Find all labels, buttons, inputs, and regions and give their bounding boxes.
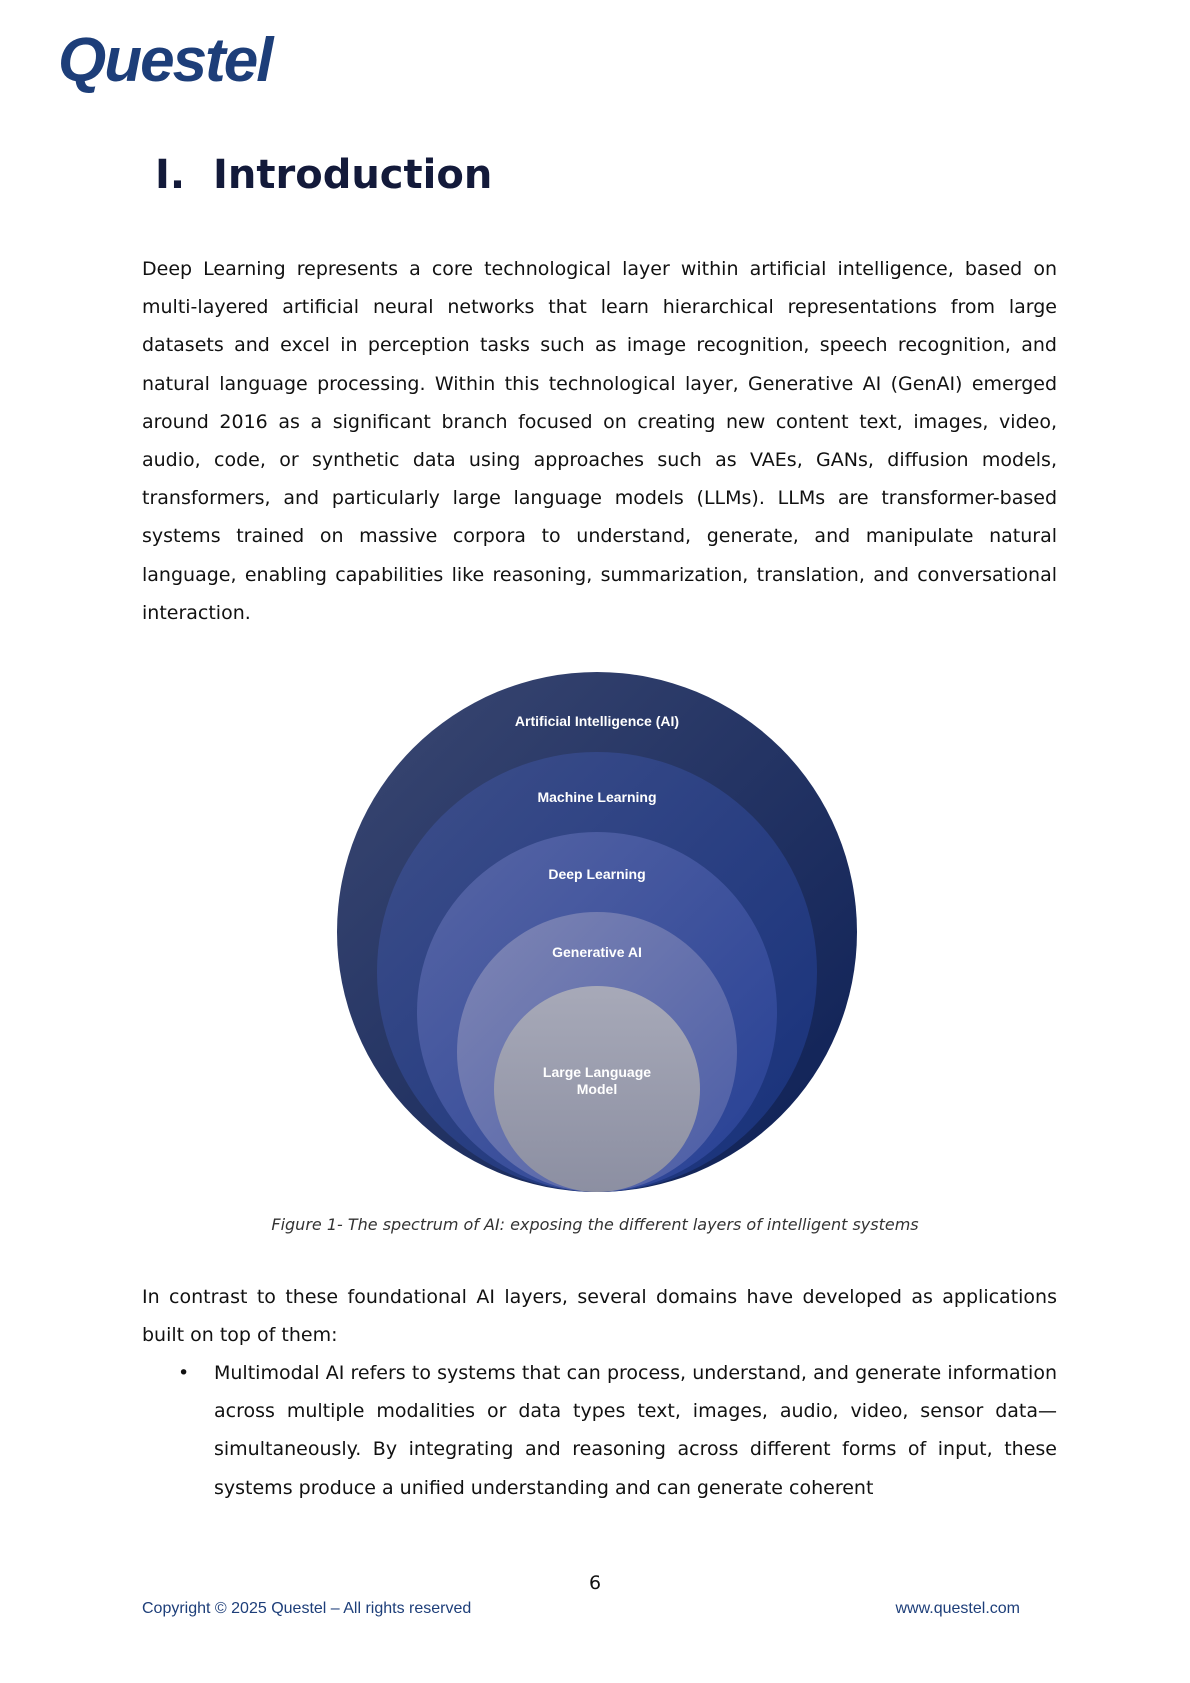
intro-paragraph: Deep Learning represents a core technological layer within artificial intelligence, based on multi-layered artificial neural networks that learn hierarchical representations from large datasets and excel in perception tasks such as image recognition, speech recognition, and natural language processing. Within this technological layer, Generative AI (GenAI) emerged around 2016 as a significant branch focused on creating new content text, images, video, audio, code, or synthetic data using approaches such as VAEs, GANs, diffusion models, transformers, and particularly large language models (LLMs). LLMs are transformer-based systems trained on massive corpora to understand, generate, and manipulate natural language, enabling capabilities like reasoning, summarization, translation, and conversational interaction. xyxy=(142,258,1057,624)
ai-layers-diagram xyxy=(337,672,857,1192)
layer-ai-label: Artificial Intelligence (AI) xyxy=(514,713,680,729)
layer-genai-label: Generative AI xyxy=(552,944,642,960)
bullet-dot-icon: • xyxy=(178,1362,190,1384)
section-number: I. xyxy=(155,152,186,198)
layer-ml-label: Machine Learning xyxy=(537,789,657,805)
layer-llm-label-line2: Model xyxy=(576,1081,618,1097)
layer-llm-label-line1: Large Language xyxy=(542,1064,652,1080)
bullet-list xyxy=(142,1354,1057,1507)
figure-caption: Figure 1- The spectrum of AI: exposing the different layers of intelligent systems xyxy=(271,1215,919,1234)
section-heading xyxy=(155,152,493,198)
questel-logo: Questel xyxy=(58,26,272,95)
bullet-item-multimodal xyxy=(142,1354,1057,1507)
bullet-text: Multimodal AI refers to systems that can process, understand, and generate information across multiple modalities or data types text, images, audio, video, sensor data—simultaneously. By integrating and reasoning across different forms of input, these systems produce a unified understanding and can generate coherent xyxy=(214,1362,1057,1499)
footer-website-link[interactable]: www.questel.com xyxy=(895,1600,1020,1617)
footer-copyright: Copyright © 2025 Questel – All rights reserved xyxy=(142,1600,472,1617)
section-title: Introduction xyxy=(213,152,493,198)
contrast-paragraph: In contrast to these foundational AI layers, several domains have developed as applications built on top of them: xyxy=(142,1286,1057,1347)
page-number: 6 xyxy=(588,1572,602,1594)
layer-dl-label: Deep Learning xyxy=(548,866,646,882)
